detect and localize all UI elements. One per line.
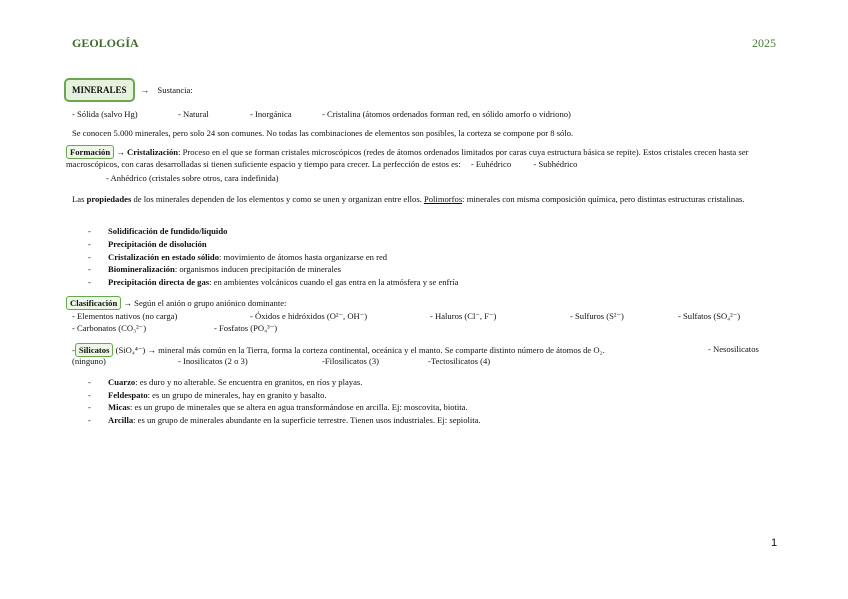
silicatos-text: → mineral más común en la Tierra, forma la corteza continental, oceánica y el manto. Se comparte distinto número de átomos de O₂. (145, 345, 605, 355)
page-number: 1 (771, 537, 778, 549)
document-year: 2025 (752, 36, 776, 50)
arrow-icon: → (140, 85, 150, 95)
anion-haluros: - Haluros (Cl⁻, F⁻) (430, 311, 497, 321)
ejemplo-text: : es un grupo de minerales abundante en la superficie terrestre. Tienen usos industriales. Ej: sepiolita. (133, 414, 481, 425)
silicato-tectosilicatos: -Tectosilicatos (4) (428, 356, 491, 366)
anion-sulfatos: - Sulfatos (SO₄²⁻) (678, 311, 741, 321)
silicatos-formula: (SiO₄⁴⁻) (113, 345, 146, 355)
silicato-ninguno: (ninguno) (72, 356, 106, 366)
perfeccion-anhedrico: - Anhédrico (cristales sobre otros, cara indefinida) (106, 173, 279, 183)
anion-carbonatos: - Carbonatos (CO₃²⁻) (72, 323, 147, 333)
anion-fosfatos: - Fosfatos (PO₄³⁻) (214, 323, 278, 333)
minerales-conocen: Se conocen 5.000 minerales, pero solo 24 son comunes. No todas las combinaciones de elementos son posibles, la corteza se compone por 8 sólo. (72, 128, 574, 138)
ejemplo-text: : es un grupo de minerales que se altera en agua transformándose en arcilla. Ej: moscovita, biotita. (129, 402, 468, 412)
propiedades-pre: Las (72, 194, 87, 204)
proceso-term: Precipitación de disolución (108, 238, 207, 249)
list-item (88, 277, 458, 287)
proceso-term: Biomineralización (108, 264, 175, 275)
document-title: GEOLOGÍA (72, 36, 139, 50)
minerales-heading (64, 78, 193, 102)
clasificacion-heading (66, 296, 286, 310)
list-item (88, 390, 481, 400)
list-item (88, 252, 458, 262)
propiedades-post: : minerales con misma composición química, pero distintas estructuras cristalinas. (462, 194, 745, 204)
formacion-paragraph (66, 145, 770, 169)
proceso-term: Precipitación directa de gas (108, 277, 210, 288)
silicato-nesosilicatos: - Nesosilicatos (708, 344, 759, 354)
ejemplo-term: Feldespato (108, 389, 148, 400)
list-item (88, 377, 481, 387)
clasificacion-box: Clasificación (66, 296, 121, 310)
minerales-box: MINERALES (64, 78, 135, 102)
polimorfos-term: Polimorfos (423, 194, 463, 204)
proceso-text: : movimiento de átomos hasta organizarse en red (219, 251, 388, 262)
arrow-icon: → (116, 147, 125, 157)
silicatos-dash: - (72, 345, 75, 355)
perfeccion-subhedrico: - Subhédrico (533, 159, 578, 169)
anion-elementos: - Elementos nativos (no carga) (72, 311, 178, 321)
clasificacion-text: → Según el anión o grupo aniónico dominante: (123, 298, 287, 308)
proceso-text: : organismos inducen precipitación de minerales (174, 264, 342, 275)
list-item (88, 239, 458, 249)
propiedades-mid: de los minerales dependen de los elementos y como se unen y organizan entre ellos. (131, 194, 424, 204)
perfeccion-euhedrico: - Euhédrico (470, 159, 512, 169)
list-item (88, 264, 458, 274)
anion-oxidos: - Óxidos e hidróxidos (O²⁻, OH⁻) (250, 311, 368, 321)
ejemplo-term: Arcilla (108, 414, 134, 425)
list-item (88, 402, 481, 412)
silicato-inosilicatos: - Inosilicatos (2 o 3) (178, 356, 248, 366)
silicato-filosilicatos: -Filosilicatos (3) (322, 356, 380, 366)
formacion-box: Formación (66, 145, 114, 159)
ejemplo-term: Micas (108, 402, 130, 412)
mineral-prop-3: - Inorgánica (250, 109, 292, 119)
propiedades-paragraph (72, 194, 770, 204)
ejemplo-term: Cuarzo (108, 377, 136, 387)
silicatos-heading (72, 343, 605, 357)
silicatos-box: Silicatos (75, 343, 114, 357)
sustancia-label: Sustancia: (157, 85, 193, 95)
proceso-term: Cristalización en estado sólido (108, 251, 220, 262)
ejemplo-text: : es duro y no alterable. Se encuentra en granitos, en ríos y playas. (135, 377, 363, 387)
ejemplos-list (88, 377, 481, 425)
ejemplo-text: : es un grupo de minerales, hay en granito y basalto. (147, 389, 327, 400)
mineral-prop-2: - Natural (178, 109, 209, 119)
proceso-term: Solidificación de fundido/líquido (108, 226, 228, 236)
propiedades-term: propiedades (86, 194, 132, 204)
cristalizacion-term: Cristalización (127, 147, 179, 157)
mineral-prop-4: - Cristalina (átomos ordenados forman red, en sólido amorfo o vidriono) (322, 109, 571, 119)
procesos-list (88, 226, 458, 287)
cristalizacion-text: : Proceso en el que se forman cristales microscópicos (redes de átomos ordenados limitados por caras cuya estructura básica se repite). Estos cristales crecen hasta ser macroscópicos, con caras desarrolladas si tienen suficiente espacio y tiempo para crecer. La perfección de estos es: (66, 147, 749, 169)
proceso-text: : en ambientes volcánicos cuando el gas entra en la atmósfera y se enfría (209, 277, 459, 288)
anion-sulfuros: - Sulfuros (S²⁻) (570, 311, 624, 321)
list-item (88, 226, 458, 236)
mineral-prop-1: - Sólida (salvo Hg) (72, 109, 138, 119)
list-item (88, 415, 481, 425)
